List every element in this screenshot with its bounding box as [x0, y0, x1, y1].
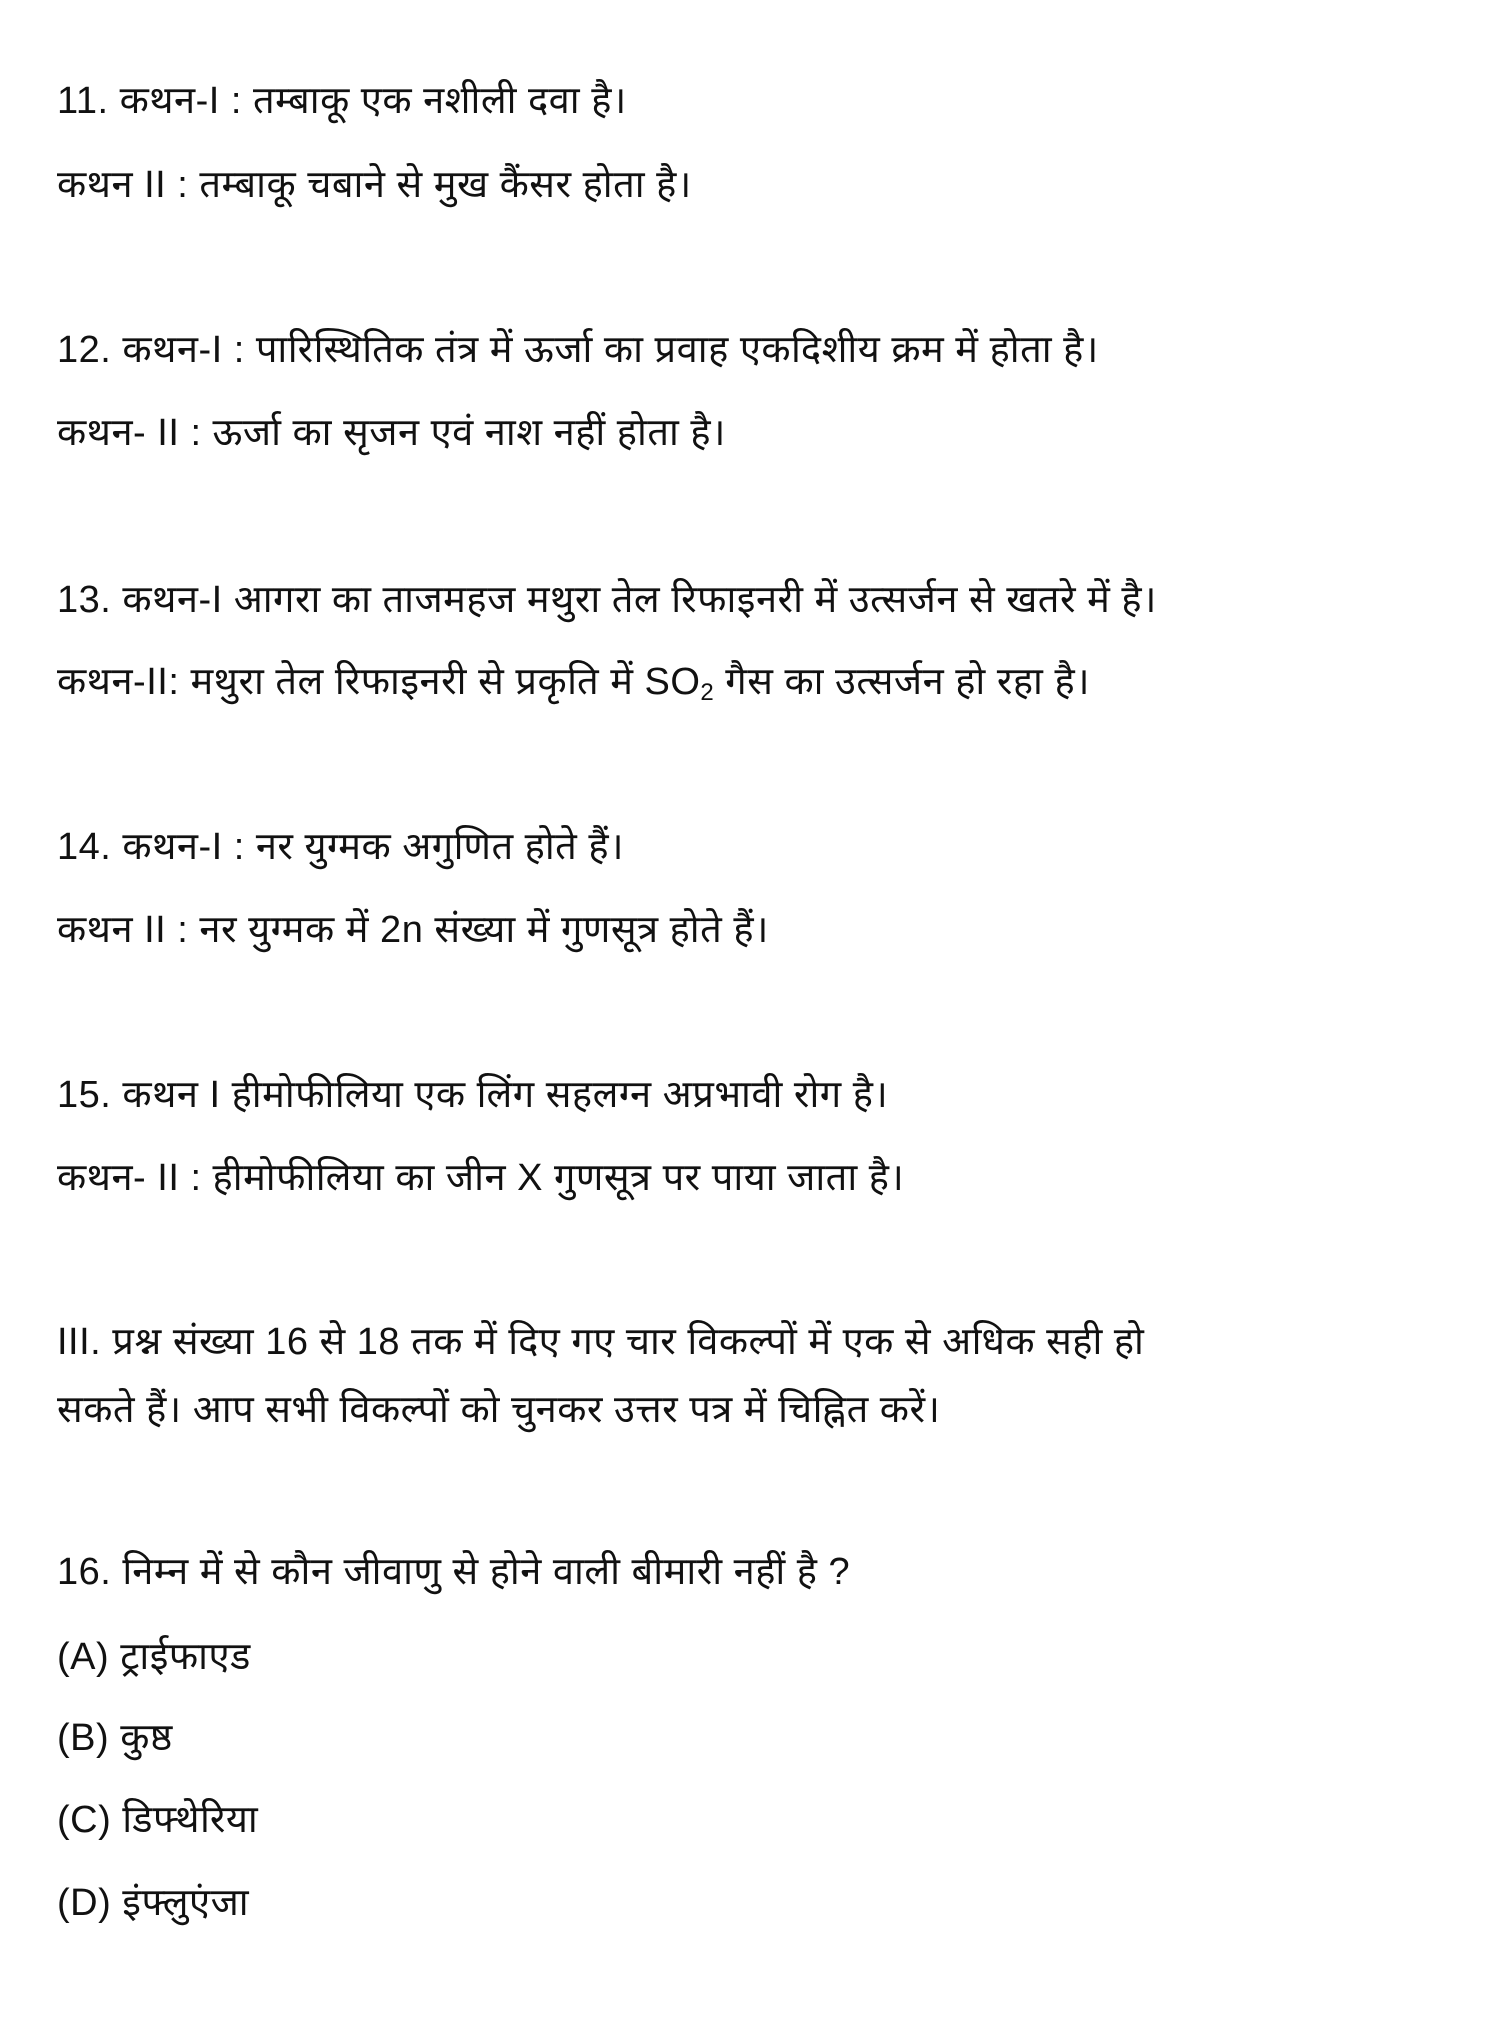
- option-c: (C) डिफ्थेरिया: [57, 1799, 259, 1841]
- question-13-statement-2: कथन-II: मथुरा तेल रिफाइनरी से प्रकृति में $SO_2$ गैस का उत्सर्जन हो रहा है।: [57, 661, 1091, 706]
- option-d: (D) इंफ्लुएंजा: [57, 1882, 250, 1924]
- statement-text: कथन-I आगरा का ताजमहज मथुरा तेल रिफाइनरी में उत्सर्जन से खतरे में है।: [122, 579, 1157, 621]
- question-number: 13.: [57, 579, 112, 621]
- question-13-statement-1: [57, 575, 1157, 625]
- question-number: 12.: [57, 329, 112, 371]
- statement-text: कथन-I : नर युग्मक अगुणित होते हैं।: [122, 826, 624, 868]
- question-number: 15.: [57, 1074, 112, 1116]
- statement-text: कथन-I : तम्बाकू एक नशीली दवा है।: [119, 80, 627, 122]
- instruction-line-1: III. प्रश्न संख्या 16 से 18 तक में दिए गए चार विकल्पों में एक से अधिक सही हो: [57, 1321, 1145, 1363]
- statement-text: कथन-I : पारिस्थितिक तंत्र में ऊर्जा का प्रवाह एकदिशीय क्रम में होता है।: [122, 329, 1099, 371]
- question-15-statement-2: कथन- II : हीमोफीलिया का जीन X गुणसूत्र पर पाया जाता है।: [57, 1157, 905, 1199]
- statement-text: कथन I हीमोफीलिया एक लिंग सहलग्न अप्रभावी रोग है।: [122, 1074, 889, 1116]
- question-number: 11.: [57, 80, 109, 122]
- option-b: (B) कुष्ठ: [57, 1717, 173, 1759]
- question-11-statement-1: [57, 76, 627, 126]
- question-16-text: 16. निम्न में से कौन जीवाणु से होने वाली बीमारी नहीं है ?: [57, 1551, 851, 1593]
- question-11-statement-2: कथन II : तम्बाकू चबाने से मुख कैंसर होता है।: [57, 164, 692, 206]
- subscript: 2: [700, 679, 715, 706]
- instruction-line-2: सकते हैं। आप सभी विकल्पों को चुनकर उत्तर पत्र में चिह्नित करें।: [57, 1389, 941, 1431]
- question-number: 14.: [57, 826, 112, 868]
- question-14-statement-2: कथन II : नर युग्मक में 2n संख्या में गुणसूत्र होते हैं।: [57, 909, 769, 951]
- question-14-statement-1: [57, 822, 624, 872]
- question-15-statement-1: [57, 1070, 888, 1120]
- option-a: (A) ट्राईफाएड: [57, 1636, 251, 1678]
- question-12-statement-2: कथन- II : ऊर्जा का सृजन एवं नाश नहीं होता है।: [57, 412, 726, 454]
- question-12-statement-1: [57, 325, 1099, 375]
